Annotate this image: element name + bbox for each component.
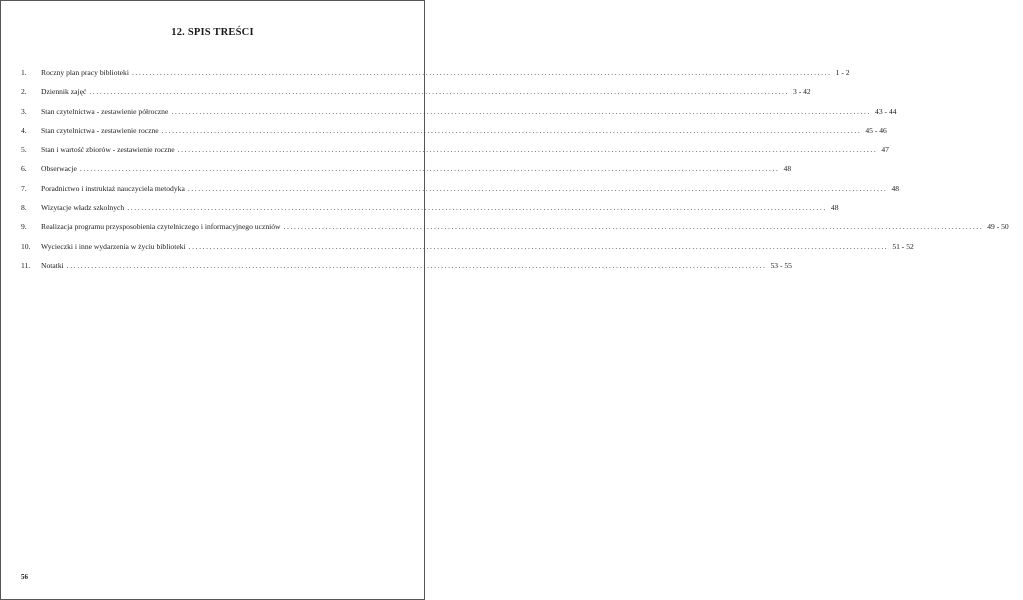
toc-entry [21, 164, 792, 183]
toc-entry [21, 106, 897, 126]
toc-entry-number: 2. [21, 87, 27, 97]
toc-entry-title: Wycieczki i inne wydarzenia w życiu biblioteki [41, 242, 189, 251]
toc-entry [21, 68, 850, 87]
toc-entry-pages: 48 [783, 164, 792, 174]
page-title: 12. SPIS TREŚCI [171, 27, 254, 38]
toc-entry-pages: 51 - 52 [892, 241, 914, 251]
toc-entry-pages: 48 [891, 183, 900, 193]
toc-entry-title: Notatki [41, 261, 67, 270]
page-number: 56 [21, 573, 28, 581]
toc-entry-title: Obserwacje [41, 164, 80, 173]
toc-entry [21, 145, 889, 164]
toc-entry-number: 5. [21, 145, 27, 155]
toc-entry-number: 11. [21, 260, 31, 270]
toc-entry-number: 6. [21, 164, 27, 174]
toc-entry-pages: 3 - 42 [793, 87, 811, 97]
dot-leader: ........................................................................................................................................................................................................ [79, 164, 780, 174]
toc-entry-title: Wizytacje władz szkolnych [41, 203, 127, 212]
dot-leader: ........................................................................................................................................................................................................ [177, 145, 878, 155]
dot-leader: ........................................................................................................................................................................................................ [127, 203, 827, 213]
toc-entry-title: Poradnictwo i instruktaż nauczyciela metodyka [41, 184, 188, 193]
toc-entry-pages: 49 - 50 [987, 222, 1009, 232]
toc-entry-title: Stan i wartość zbiorów - zestawienie roczne [41, 145, 178, 154]
dot-leader: ........................................................................................................................................................................................................ [188, 241, 889, 251]
toc-entry-pages: 53 - 55 [770, 260, 792, 270]
toc-entry-number: 7. [21, 183, 27, 193]
toc-entry [21, 87, 811, 106]
toc-entry-title: Stan czytelnictwa - zestawienie roczne [41, 126, 162, 135]
dot-leader: ........................................................................................................................................................................................................ [131, 68, 832, 77]
dot-leader: ........................................................................................................................................................................................................ [171, 106, 872, 116]
toc-entry-title: Roczny plan pracy biblioteki [41, 68, 132, 77]
toc-entry-number: 4. [21, 125, 27, 135]
table-of-contents [21, 68, 1009, 280]
toc-entry [21, 183, 900, 203]
dot-leader: ........................................................................................................................................................................................................ [161, 125, 862, 135]
toc-entry-number: 10. [21, 241, 31, 251]
toc-entry-number: 9. [21, 222, 27, 232]
toc-entry [21, 260, 792, 280]
dot-leader: ........................................................................................................................................................................................................ [283, 222, 984, 232]
dot-leader: ........................................................................................................................................................................................................ [89, 87, 790, 97]
toc-entry-pages: 48 [830, 203, 839, 213]
toc-entry-number: 8. [21, 203, 27, 213]
toc-entry-number: 3. [21, 106, 27, 116]
toc-entry [21, 125, 887, 145]
toc-entry-number: 1. [21, 68, 27, 77]
toc-entry [21, 203, 839, 222]
toc-entry-title: Dziennik zajęć [41, 87, 89, 96]
toc-entry-title: Realizacja programu przysposobienia czytelniczego i informacyjnego uczniów [41, 222, 284, 231]
toc-entry [21, 241, 914, 261]
toc-entry [21, 222, 1009, 241]
dot-leader: ........................................................................................................................................................................................................ [187, 183, 888, 193]
dot-leader: ........................................................................................................................................................................................................ [66, 260, 767, 270]
toc-entry-title: Stan czytelnictwa - zestawienie półroczne [41, 107, 171, 116]
toc-entry-pages: 47 [881, 145, 889, 155]
toc-entry-pages: 1 - 2 [835, 68, 850, 77]
toc-entry-pages: 43 - 44 [875, 106, 897, 116]
toc-entry-pages: 45 - 46 [865, 125, 887, 135]
